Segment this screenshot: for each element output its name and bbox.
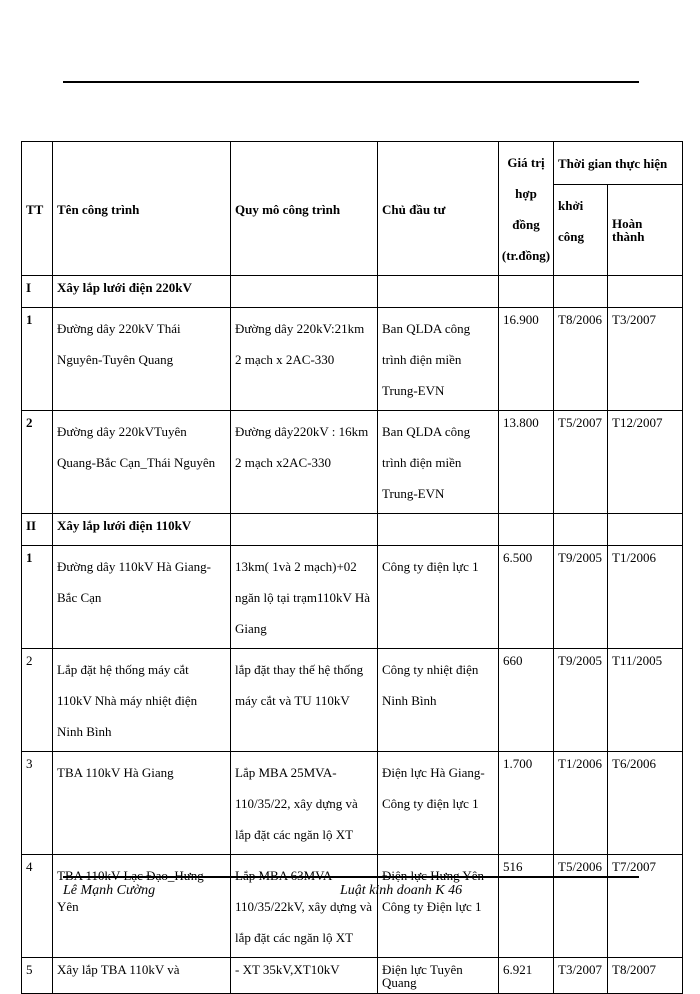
row-value: 660 — [499, 649, 554, 752]
row-finish: T1/2006 — [608, 546, 683, 649]
row-owner: Ban QLDA công trình điện miền Trung-EVN — [378, 411, 499, 514]
row-finish: T6/2006 — [608, 752, 683, 855]
row-owner: Điện lực Tuyên Quang — [378, 958, 499, 994]
header-rule — [63, 81, 639, 83]
table-row — [22, 649, 683, 752]
section-row — [22, 276, 683, 308]
row-tt: 5 — [22, 958, 53, 994]
section-row — [22, 514, 683, 546]
row-finish: T11/2005 — [608, 649, 683, 752]
footer-course: Luật kinh doanh K 46 — [340, 883, 463, 898]
row-scale: 13km( 1và 2 mạch)+02 ngăn lộ tại trạm110kV Hà Giang — [231, 546, 378, 649]
row-name: Lắp đặt hệ thống máy cắt 110kV Nhà máy nhiệt điện Ninh Bình — [53, 649, 231, 752]
header-scale: Quy mô công trình — [231, 142, 378, 276]
table-row — [22, 855, 683, 958]
header-owner: Chủ đầu tư — [378, 142, 499, 276]
row-tt: 2 — [22, 411, 53, 514]
row-name: Đường dây 110kV Hà Giang- Bắc Cạn — [53, 546, 231, 649]
header-start: khởi công — [554, 184, 608, 275]
section-id: I — [22, 276, 53, 308]
row-scale: Đường dây 220kV:21km 2 mạch x 2AC-330 — [231, 308, 378, 411]
row-scale: Lắp MBA 63MVA-110/35/22kV, xây dựng và lắp đặt các ngăn lộ XT — [231, 855, 378, 958]
project-table — [21, 141, 683, 994]
row-value: 6.921 — [499, 958, 554, 994]
row-start: T8/2006 — [554, 308, 608, 411]
row-name: Đường dây 220kV Thái Nguyên-Tuyên Quang — [53, 308, 231, 411]
header-name: Tên công trình — [53, 142, 231, 276]
row-name: TBA 110kV Hà Giang — [53, 752, 231, 855]
row-value: 516 — [499, 855, 554, 958]
table-row — [22, 411, 683, 514]
row-value: 1.700 — [499, 752, 554, 855]
header-finish: Hoàn thành — [608, 184, 683, 275]
table-header-row — [22, 142, 683, 185]
row-finish: T3/2007 — [608, 308, 683, 411]
row-owner: Điện lực Hà Giang-Công ty điện lực 1 — [378, 752, 499, 855]
section-title: Xây lắp lưới điện 220kV — [53, 276, 231, 308]
row-value: 16.900 — [499, 308, 554, 411]
row-scale: lắp đặt thay thế hệ thống máy cắt và TU 110kV — [231, 649, 378, 752]
row-finish: T7/2007 — [608, 855, 683, 958]
header-value: Giá trị hợp đồng (tr.đồng) — [499, 142, 554, 276]
row-value: 6.500 — [499, 546, 554, 649]
table-row — [22, 752, 683, 855]
row-finish: T8/2007 — [608, 958, 683, 994]
table-row — [22, 958, 683, 994]
row-start: T9/2005 — [554, 546, 608, 649]
row-owner: Ban QLDA công trình điện miền Trung-EVN — [378, 308, 499, 411]
row-start: T5/2007 — [554, 411, 608, 514]
row-start: T1/2006 — [554, 752, 608, 855]
row-start: T5/2006 — [554, 855, 608, 958]
row-tt: 1 — [22, 546, 53, 649]
row-scale: Lắp MBA 25MVA-110/35/22, xây dựng và lắp đặt các ngăn lộ XT — [231, 752, 378, 855]
row-owner: Công ty nhiệt điện Ninh Bình — [378, 649, 499, 752]
row-name: Xây lắp TBA 110kV và — [53, 958, 231, 994]
footer-author: Lê Mạnh Cường — [63, 883, 156, 898]
header-tt: TT — [22, 142, 53, 276]
row-tt: 1 — [22, 308, 53, 411]
row-start: T3/2007 — [554, 958, 608, 994]
row-value: 13.800 — [499, 411, 554, 514]
row-scale: - XT 35kV,XT10kV — [231, 958, 378, 994]
row-tt: 2 — [22, 649, 53, 752]
row-name: TBA 110kV Lạc Đạo_Hưng Yên — [53, 855, 231, 958]
header-time: Thời gian thực hiện — [554, 142, 683, 185]
section-id: II — [22, 514, 53, 546]
table-row — [22, 308, 683, 411]
row-owner: Điện lực Hưng Yên-Công ty Điện lực 1 — [378, 855, 499, 958]
row-name: Đường dây 220kVTuyên Quang-Bắc Cạn_Thái Nguyên — [53, 411, 231, 514]
row-tt: 3 — [22, 752, 53, 855]
table-row — [22, 546, 683, 649]
footer-rule — [63, 876, 639, 878]
row-tt: 4 — [22, 855, 53, 958]
row-start: T9/2005 — [554, 649, 608, 752]
row-owner: Công ty điện lực 1 — [378, 546, 499, 649]
row-scale: Đường dây220kV : 16km 2 mạch x2AC-330 — [231, 411, 378, 514]
section-title: Xây lắp lưới điện 110kV — [53, 514, 231, 546]
row-finish: T12/2007 — [608, 411, 683, 514]
